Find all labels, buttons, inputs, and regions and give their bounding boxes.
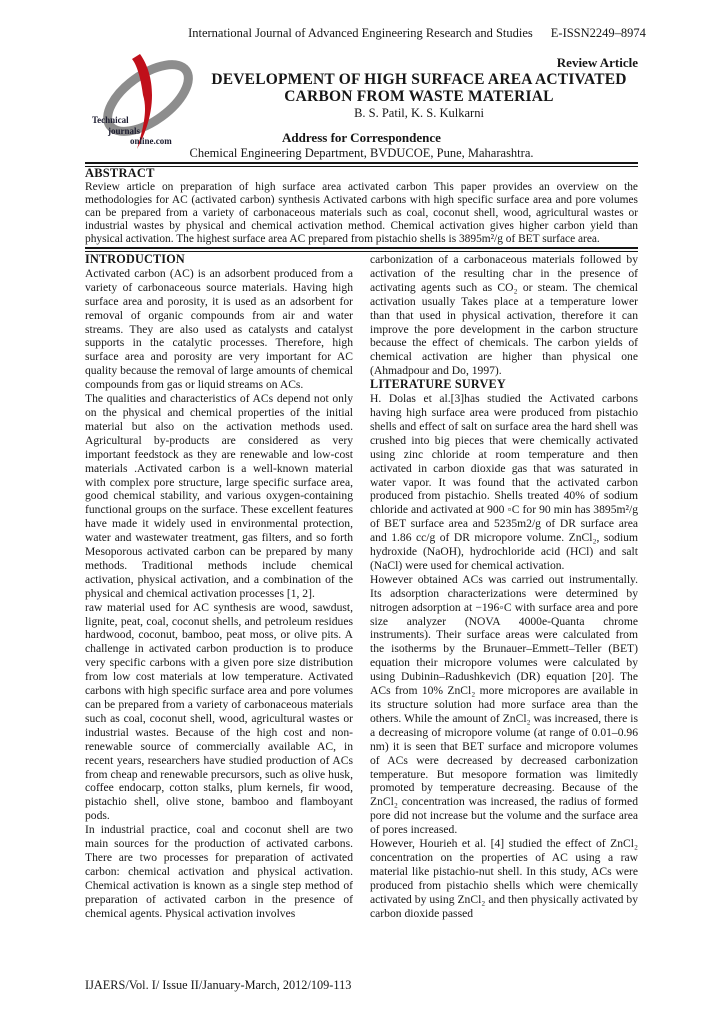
paper-title-line1: DEVELOPMENT OF HIGH SURFACE AREA ACTIVATED — [211, 71, 627, 88]
logo-text-line2: journals — [108, 126, 141, 136]
paper-title-line2: CARBON FROM WASTE MATERIAL — [284, 88, 554, 105]
literature-paragraph: H. Dolas et al.[3]has studied the Activated carbons having high surface area were produced from pistachio shells and effect of salt on surface area the hard shell was crushed into big pieces that were chemically activated using zinc chloride at room temperature and then activated in carbon dioxide gas that was saturated in water vapor. It was found that the activated carbon produced from pistachio. Shells treated 40% of sodium chloride and activated at 900 ◦C for 90 min has 3895m²/g of BET surface area and 5235m2/g of DR surface area and 1.86 cc/g of DR micropore volume. ZnCl₂, sodium hydroxide (NaOH), hydrochloride acid (HCl) and salt (NaCl) were used for chemical activation. — [370, 392, 638, 572]
article-type-label: Review Article — [556, 55, 638, 70]
journal-issn: E-ISSN2249–8974 — [550, 26, 646, 40]
correspondence-address: Chemical Engineering Department, BVDUCOE, Pune, Maharashtra. — [189, 146, 534, 160]
journal-header — [160, 26, 674, 41]
literature-survey-heading: LITERATURE SURVEY — [370, 377, 506, 392]
intro-continuation-paragraph: carbonization of a carbonaceous materials followed by activation of the resulting char in the presence of activating agents such as CO₂ or steam. The chemical activation usually Takes place at a temperature lower than that used in physical activation, therefore it can improve the pore development in the carbon structure because the effect of chemicals. The carbon yields of chemical activation are higher than physical one (Ahmadpour and Do, 1997). — [370, 253, 638, 378]
intro-paragraph: Activated carbon (AC) is an adsorbent produced from a variety of carbonaceous source materials. Having high surface area and porosity, it is used as an adsorbent for removal of organic compounds from air and water streams. They are also used as catalysts and catalyst supports in the catalytic processes. Therefore, high surface area and porosity are very important for AC quality because the removal of large amounts of chemical compounds from gas or liquid streams on ACs. — [85, 266, 353, 392]
title-block — [200, 55, 638, 121]
logo-text-line3: online.com — [130, 136, 172, 146]
page-footer-citation: IJAERS/Vol. I/ Issue II/January-March, 2012/109-113 — [85, 978, 352, 992]
left-column — [85, 253, 353, 921]
correspondence-block — [125, 130, 598, 161]
literature-paragraph: However, Hourieh et al. [4] studied the effect of ZnCl₂ concentration on the properties of AC using a raw material like pistachio-nut shell. In this study, ACs were produced from pistachio shells which were chemically activated by using ZnCl₂ and then physically activated by carbon dioxide passed — [370, 837, 638, 920]
intro-paragraph: raw material used for AC synthesis are wood, sawdust, lignite, peat, coal, coconut shells, and petroleum residues hardwood, coconut, bamboo, peat moss, or olive pits. A challenge in activated carbon production is to produce very specific carbons with a given pore size distribution from low cost materials at low temperature. Activated carbons with high specific surface area and pore volumes can be prepared from a variety of carbonaceous materials such as coal, coconut shell, wood, agricultural wastes or industrial wastes. Because of the high cost and non-renewable source of commercially available AC, in recent years, researchers have studied production of ACs from cheap and renewable precursors, such as olive husk, coffee endocarp, cotton stalks, plum kernels, fir wood, pistachio shell, olive stone, bamboo and flamboyant pods. — [85, 600, 353, 823]
divider-rule-top — [85, 162, 638, 167]
intro-paragraph: In industrial practice, coal and coconut shell are two main sources for the production of activated carbons. There are two processes for preparation of activated carbon: chemical activation and physical activation. Chemical activation is known as a single step method of preparation of activated carbon in the presence of chemical agents. Physical activation involves — [85, 823, 353, 920]
two-column-body — [85, 253, 638, 921]
paper-title — [200, 71, 638, 105]
intro-paragraph: The qualities and characteristics of ACs depend not only on the physical and chemical properties of the initial material but also on the activation methods used. Agricultural by-products are considered as very important feedstock as they are renewable and low-cost materials .Activated carbon is a well-known material with complex pore structure, large specific surface area, good chemical stability, and various oxygen-containing functional groups on the surface. These excellent features have made it widely used in environmental protection, water and wastewater treatment, gas filters, and so forth Mesoporous activated carbon can be prepared by many methods. Traditional methods include chemical activation, physical activation, and a combination of the physical and chemical activation processes [1, 2]. — [85, 392, 353, 600]
abstract-heading: ABSTRACT — [85, 166, 155, 180]
abstract-text: Review article on preparation of high surface area activated carbon This paper provides an overview on the methodologies for AC (activated carbon) synthesis Activated carbons with high specific surface area and pore volumes can be prepared from a variety of carbonaceous materials such as coal, coconut shell, wood, agricultural wastes or industrial wastes by physical and chemical activation method. Chemical activation gives higher carbon yield than physical activation. The highest surface area AC prepared from pistachio shells is 3895m²/g of BET surface area. — [85, 181, 638, 245]
introduction-heading: INTRODUCTION — [85, 252, 185, 266]
literature-paragraph: However obtained ACs was carried out instrumentally. Its adsorption characterizations were determined by nitrogen adsorption at −196◦C with surface area and pore size analyzer (NOVA 4000e-Quanta chrome instruments). Their surface areas were calculated from the isotherms by the Brunauer–Emmett–Teller (BET) equation their micropore volumes were calculated by using Dubinin–Radushkevich (DR) equation [20]. The ACs from 10% ZnCl₂ more micropores are available in its structure solution had more surface area than the others. While the amount of ZnCl₂ was increased, there is a decreasing of micropore volume (at range of 0.01–0.96 nm) it is seen that BET surface and micropore volumes of ACs were decreased by decreased carbonization temperature. But mesopore formation was limitedly promoted by temperature decreasing. Because of the ZnCl₂ concentration was increased, the radius of formed pore did not increase but the volume and the surface area of pores increased. — [370, 572, 638, 837]
logo-text-line1: Technical — [92, 115, 129, 125]
journal-name: International Journal of Advanced Engineering Research and Studies — [188, 26, 533, 40]
authors: B. S. Patil, K. S. Kulkarni — [354, 106, 484, 120]
right-column — [370, 253, 638, 921]
correspondence-heading: Address for Correspondence — [282, 130, 441, 145]
